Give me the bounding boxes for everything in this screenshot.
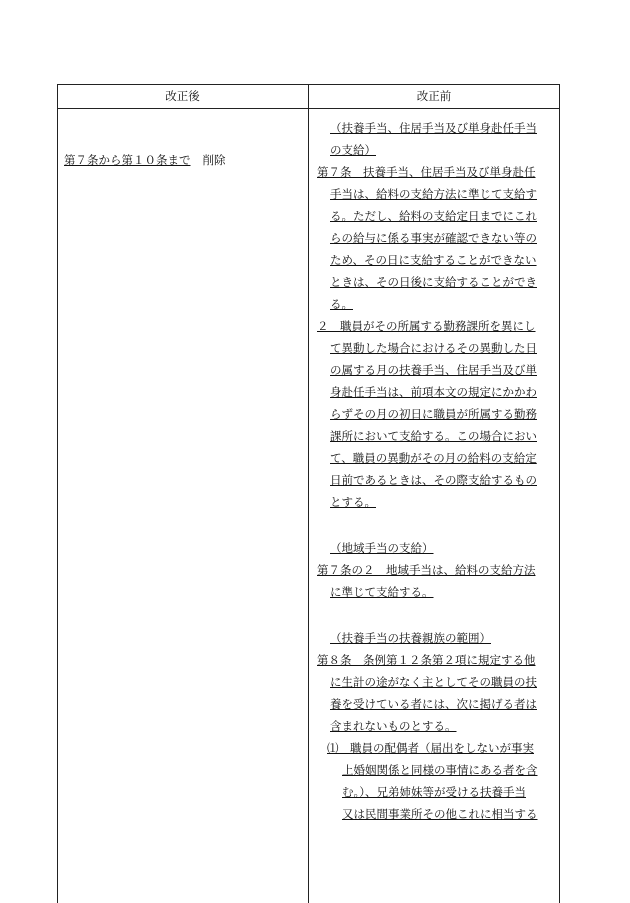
before-line-text: ⑴ 職員の配偶者（届出をしないが事実 — [327, 741, 534, 755]
before-line — [330, 540, 434, 556]
before-line-text: 又は民間事業所その他これに相当する — [342, 807, 538, 821]
before-line-text: に準じて支給する。 — [330, 585, 434, 599]
before-line-text: （扶養手当、住居手当及び単身赴任手当 — [330, 121, 537, 135]
before-line — [330, 230, 537, 246]
before-line — [330, 696, 537, 712]
before-line-text: る。ただし、給料の支給定日までにこれ — [330, 209, 537, 223]
before-line-text: ２ 職員がその所属する勤務課所を異にし — [317, 319, 536, 333]
before-line — [330, 450, 537, 466]
before-line-text: て、職員の異動がその月の給料の支給定 — [330, 451, 537, 465]
header-after: 改正後 — [165, 89, 200, 103]
before-line — [327, 740, 534, 756]
before-line — [330, 406, 537, 422]
before-line-text: 第７条 扶養手当、住居手当及び単身赴任 — [317, 165, 536, 179]
before-line — [330, 384, 537, 400]
before-line-text: とする。 — [330, 495, 376, 509]
after-article-line — [64, 152, 226, 168]
before-line-text: 身赴任手当は、前項本文の規定にかかわ — [330, 385, 537, 399]
before-line — [317, 562, 536, 578]
before-line — [330, 630, 491, 646]
before-line-text: て異動した場合におけるその異動した日 — [330, 341, 537, 355]
before-line — [342, 784, 526, 800]
before-line-text: 手当は、給料の支給方法に準じて支給す — [330, 187, 537, 201]
after-article: 第７条から第１０条まで — [64, 153, 191, 167]
before-line — [330, 142, 376, 158]
before-line — [342, 806, 538, 822]
before-line-text: の支給） — [330, 143, 376, 157]
before-line — [317, 164, 536, 180]
before-line-text: 第８条 条例第１２条第２項に規定する他 — [317, 653, 536, 667]
before-line — [330, 584, 434, 600]
before-line-text: 日前であるときは、その際支給するもの — [330, 473, 537, 487]
before-line-text: 上婚姻関係と同様の事情にある者を含 — [342, 763, 538, 777]
before-line — [330, 718, 457, 734]
before-line — [330, 340, 537, 356]
column-divider — [308, 84, 309, 903]
before-line — [317, 318, 536, 334]
before-line-text: む。）、兄弟姉妹等が受ける扶養手当 — [342, 785, 526, 799]
before-line — [330, 252, 537, 268]
before-line-text: 第７条の２ 地域手当は、給料の支給方法 — [317, 563, 536, 577]
before-line-text: （扶養手当の扶養親族の範囲） — [330, 631, 491, 645]
before-line — [342, 762, 538, 778]
before-line-text: らの給与に係る事実が確認できない等の — [330, 231, 537, 245]
before-line — [317, 652, 536, 668]
before-line — [330, 362, 537, 378]
before-line-text: の属する月の扶養手当、住居手当及び単 — [330, 363, 537, 377]
before-line — [330, 296, 353, 312]
before-line — [330, 428, 537, 444]
before-line — [330, 186, 537, 202]
before-line-text: 養を受けている者には、次に掲げる者は — [330, 697, 537, 711]
before-line — [330, 674, 537, 690]
before-line-text: る。 — [330, 297, 353, 311]
before-line — [330, 494, 376, 510]
before-line-text: ため、その日に支給することができない — [330, 253, 537, 267]
before-line — [330, 120, 537, 136]
before-line — [330, 208, 537, 224]
before-line-text: らずその月の初日に職員が所属する勤務 — [330, 407, 537, 421]
before-line-text: ときは、その日後に支給することができ — [330, 275, 537, 289]
before-line — [330, 472, 537, 488]
before-line-text: 含まれないものとする。 — [330, 719, 457, 733]
before-line-text: 課所において支給する。この場合におい — [330, 429, 537, 443]
after-action: 削除 — [202, 153, 226, 167]
before-line — [330, 274, 537, 290]
header-before: 改正前 — [416, 89, 452, 103]
before-line-text: に生計の途がなく主としてその職員の扶 — [330, 675, 537, 689]
before-line-text: （地域手当の支給） — [330, 541, 434, 555]
